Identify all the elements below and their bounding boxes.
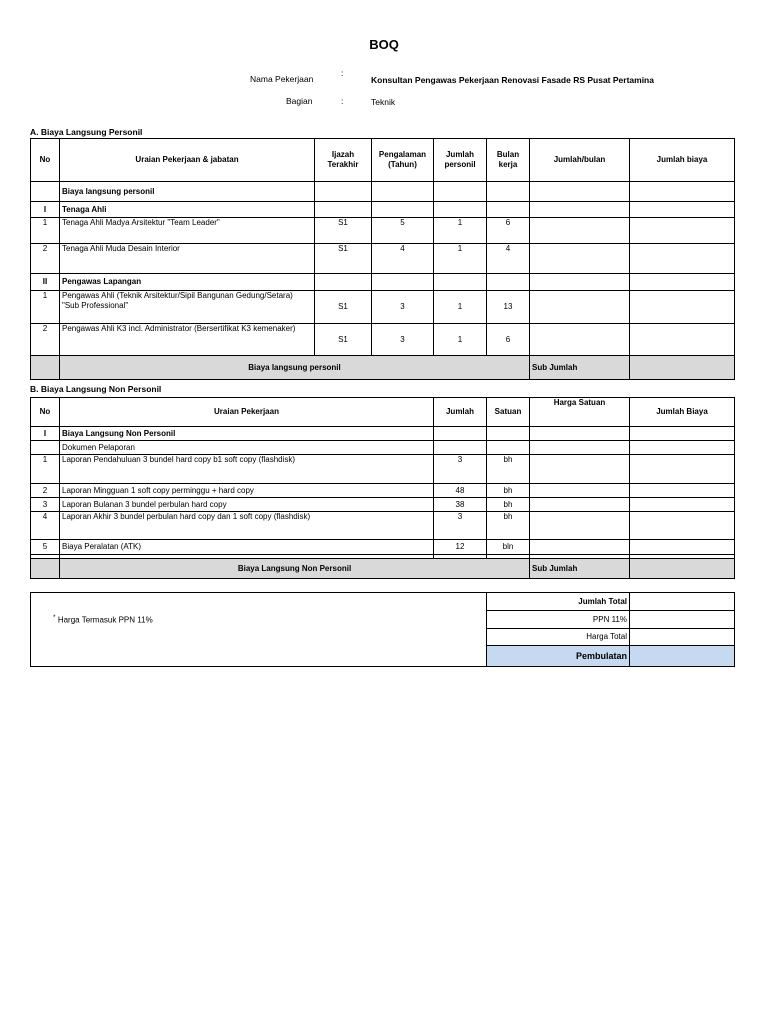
group-label: Biaya Langsung Non Personil <box>60 427 434 441</box>
group-no: I <box>31 202 60 218</box>
table-row <box>31 274 735 291</box>
row-no: 2 <box>31 244 60 274</box>
header-ijazah: Ijazah Terakhir <box>315 139 372 182</box>
row-bulan: 4 <box>487 244 530 274</box>
table-row <box>31 540 735 555</box>
subtotal-row <box>31 559 735 579</box>
row-bulan: 6 <box>487 324 530 356</box>
non-personil-table <box>30 397 735 579</box>
group-label: Biaya langsung personil <box>60 182 315 202</box>
row-uraian: Laporan Pendahuluan 3 bundel hard copy b1 soft copy (flashdisk) <box>60 455 434 484</box>
ppn-label: PPN 11% <box>487 611 630 629</box>
subtotal-right: Sub Jumlah <box>530 559 630 579</box>
note-star: * <box>53 614 56 621</box>
header-jumlah-bulan: Jumlah/bulan <box>530 139 630 182</box>
section-b-title: B. Biaya Langsung Non Personil <box>30 384 162 394</box>
row-uraian: Biaya Peralatan (ATK) <box>60 540 434 555</box>
personil-table <box>30 138 735 380</box>
header-jumlah: Jumlah <box>434 398 487 427</box>
row-uraian: Laporan Akhir 3 bundel perbulan hard copy dan 1 soft copy (flashdisk) <box>60 512 434 540</box>
row-pengalaman: 5 <box>372 218 434 244</box>
table-row <box>31 455 735 484</box>
row-uraian: Laporan Bulanan 3 bundel perbulan hard copy <box>60 498 434 512</box>
row-no: 2 <box>31 484 60 498</box>
nama-pekerjaan-value: Konsultan Pengawas Pekerjaan Renovasi Fasade RS Pusat Pertamina <box>371 75 654 85</box>
row-no: 4 <box>31 512 60 540</box>
row-pengalaman: 3 <box>372 291 434 324</box>
row-bulan: 13 <box>487 291 530 324</box>
table-row <box>31 498 735 512</box>
note-cell <box>31 593 487 667</box>
group-label: Tenaga Ahli <box>60 202 315 218</box>
table-row <box>31 324 735 356</box>
subtotal-right: Sub Jumlah <box>530 356 630 380</box>
row-personil: 1 <box>434 218 487 244</box>
row-personil: 1 <box>434 244 487 274</box>
row-satuan: bh <box>487 512 530 540</box>
row-personil: 1 <box>434 324 487 356</box>
row-no: 3 <box>31 498 60 512</box>
table-row <box>31 182 735 202</box>
row-uraian: Pengawas Ahli K3 incl. Administrator (Bersertifikat K3 kemenaker) <box>60 324 315 356</box>
header-no: No <box>31 139 60 182</box>
section-a-title: A. Biaya Langsung Personil <box>30 127 143 137</box>
row-satuan: bh <box>487 455 530 484</box>
row-uraian: Tenaga Ahli Muda Desain Interior <box>60 244 315 274</box>
nama-pekerjaan-label: Nama Pekerjaan <box>250 74 314 84</box>
header-bulan-kerja: Bulan kerja <box>487 139 530 182</box>
row-no: 2 <box>31 324 60 356</box>
table-row <box>31 427 735 441</box>
header-satuan: Satuan <box>487 398 530 427</box>
doc-title: BOQ <box>369 37 399 52</box>
personil-header-row <box>31 139 735 182</box>
bagian-label: Bagian <box>286 96 313 106</box>
row-personil: 1 <box>434 291 487 324</box>
harga-total-label: Harga Total <box>487 629 630 646</box>
pembulatan-label: Pembulatan <box>487 646 630 667</box>
subtotal-row <box>31 356 735 380</box>
header-harga-satuan: Harga Satuan <box>530 398 630 427</box>
header-pengalaman: Pengalaman (Tahun) <box>372 139 434 182</box>
row-satuan: bh <box>487 498 530 512</box>
group-no: I <box>31 427 60 441</box>
group-label: Pengawas Lapangan <box>60 274 315 291</box>
row-satuan: bh <box>487 484 530 498</box>
header-jumlah-personil: Jumlah personil <box>434 139 487 182</box>
row-pengalaman: 3 <box>372 324 434 356</box>
row-jumlah: 3 <box>434 455 487 484</box>
table-row <box>31 484 735 498</box>
note-text: Harga Termasuk PPN 11% <box>57 615 153 625</box>
table-row <box>31 202 735 218</box>
row-ijazah: S1 <box>315 218 372 244</box>
row-no: 5 <box>31 540 60 555</box>
row-no: 1 <box>31 218 60 244</box>
row-uraian: Tenaga Ahli Madya Arsitektur "Team Leader" <box>60 218 315 244</box>
subtotal-label: Biaya langsung personil <box>60 356 530 380</box>
header-no: No <box>31 398 60 427</box>
table-row <box>31 291 735 324</box>
table-row <box>31 441 735 455</box>
jumlah-total-label: Jumlah Total <box>487 593 630 611</box>
row-no: 1 <box>31 291 60 324</box>
header-jumlah-biaya: Jumlah Biaya <box>630 398 735 427</box>
table-row <box>31 244 735 274</box>
row-bulan: 6 <box>487 218 530 244</box>
non-personil-header-row <box>31 398 735 427</box>
bagian-value: Teknik <box>371 97 396 107</box>
header-uraian: Uraian Pekerjaan <box>60 398 434 427</box>
row-uraian: Pengawas Ahli (Teknik Arsitektur/Sipil Bangunan Gedung/Setara) "Sub Professional" <box>60 291 315 324</box>
nama-pekerjaan-colon: : <box>341 68 344 78</box>
row-uraian: Laporan Mingguan 1 soft copy perminggu + hard copy <box>60 484 434 498</box>
group-no: II <box>31 274 60 291</box>
subtotal-label: Biaya Langsung Non Personil <box>60 559 530 579</box>
row-jumlah: 3 <box>434 512 487 540</box>
header-jumlah-biaya: Jumlah biaya <box>630 139 735 182</box>
sub-label: Dokumen Pelaporan <box>60 441 434 455</box>
row-ijazah: S1 <box>315 324 372 356</box>
row-jumlah: 12 <box>434 540 487 555</box>
table-row <box>31 218 735 244</box>
header-uraian: Uraian Pekerjaan & jabatan <box>60 139 315 182</box>
row-pengalaman: 4 <box>372 244 434 274</box>
total-row <box>31 593 735 611</box>
row-ijazah: S1 <box>315 291 372 324</box>
bagian-colon: : <box>341 96 344 106</box>
row-ijazah: S1 <box>315 244 372 274</box>
row-satuan: bln <box>487 540 530 555</box>
row-jumlah: 38 <box>434 498 487 512</box>
totals-table <box>30 592 735 667</box>
row-jumlah: 48 <box>434 484 487 498</box>
table-row <box>31 512 735 540</box>
row-no: 1 <box>31 455 60 484</box>
